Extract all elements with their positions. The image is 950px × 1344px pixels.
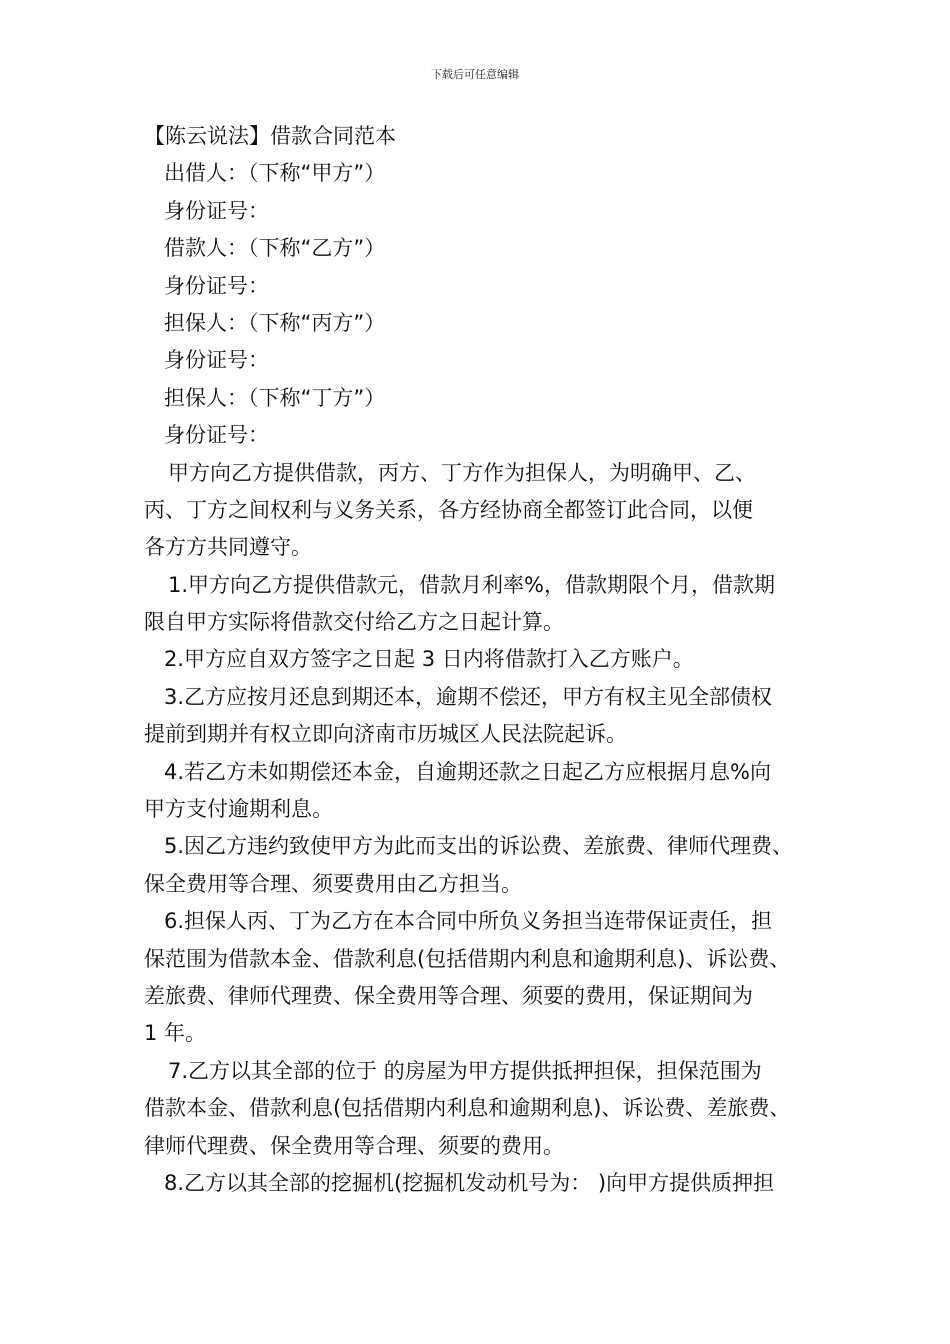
party-guarantor-c-id: 身份证号： [164, 348, 269, 373]
document-body [144, 118, 834, 1202]
party-guarantor-d: 担保人：（下称“丁方”） [164, 385, 386, 410]
clause-5-line: 保全费用等合理、须要费用由乙方担当。 [144, 871, 522, 896]
party-lender: 出借人：（下称“甲方”） [164, 161, 386, 186]
clause-4-line: 4.若乙方未如期偿还本金，自逾期还款之日起乙方应根据月息%向 [164, 759, 771, 784]
clause-5-line: 5.因乙方违约致使甲方为此而支出的诉讼费、差旅费、律师代理费、 [164, 834, 794, 859]
party-guarantor-c: 担保人：（下称“丙方”） [164, 310, 386, 335]
clause-3-line: 3.乙方应按月还息到期还本，逾期不偿还，甲方有权主见全部债权 [164, 684, 773, 709]
party-lender-id: 身份证号： [164, 198, 269, 223]
clause-6-line: 保范围为借款本金、借款利息(包括借期内利息和逾期利息)、诉讼费、 [144, 946, 791, 971]
clause-4-line: 甲方支付逾期利息。 [144, 797, 333, 822]
party-guarantor-d-id: 身份证号： [164, 423, 269, 448]
clause-7-line: 借款本金、借款利息(包括借期内利息和逾期利息)、诉讼费、差旅费、 [144, 1096, 791, 1121]
clause-7-line: 律师代理费、保全费用等合理、须要的费用。 [144, 1133, 564, 1158]
clause-7-line: 7.乙方以其全部的位于 的房屋为甲方提供抵押担保，担保范围为 [168, 1058, 762, 1083]
clause-1-line: 限自甲方实际将借款交付给乙方之日起计算。 [144, 610, 564, 635]
intro-line: 各方方共同遵守。 [144, 535, 312, 560]
party-borrower-id: 身份证号： [164, 273, 269, 298]
clause-8-line: 8.乙方以其全部的挖掘机(挖掘机发动机号为： )向甲方提供质押担 [164, 1170, 775, 1195]
document-title: 【陈云说法】借款合同范本 [144, 124, 396, 148]
party-borrower: 借款人：（下称“乙方”） [164, 236, 386, 261]
clause-2-line: 2.甲方应自双方签字之日起 3 日内将借款打入乙方账户。 [164, 647, 694, 672]
clause-6-line: 6.担保人丙、丁为乙方在本合同中所负义务担当连带保证责任，担 [164, 909, 773, 934]
clause-6-line: 差旅费、律师代理费、保全费用等合理、须要的费用，保证期间为 [144, 983, 753, 1008]
clause-1-line: 1.甲方向乙方提供借款元，借款月利率%，借款期限个月，借款期 [168, 572, 775, 597]
intro-line: 甲方向乙方提供借款，丙方、丁方作为担保人，为明确甲、乙、 [168, 460, 756, 485]
intro-line: 丙、丁方之间权利与义务关系，各方经协商全都签订此合同，以便 [144, 497, 753, 522]
clause-3-line: 提前到期并有权立即向济南市历城区人民法院起诉。 [144, 722, 627, 747]
clause-6-line: 1 年。 [144, 1021, 207, 1046]
page-header-note: 下载后可任意编辑 [431, 68, 519, 81]
